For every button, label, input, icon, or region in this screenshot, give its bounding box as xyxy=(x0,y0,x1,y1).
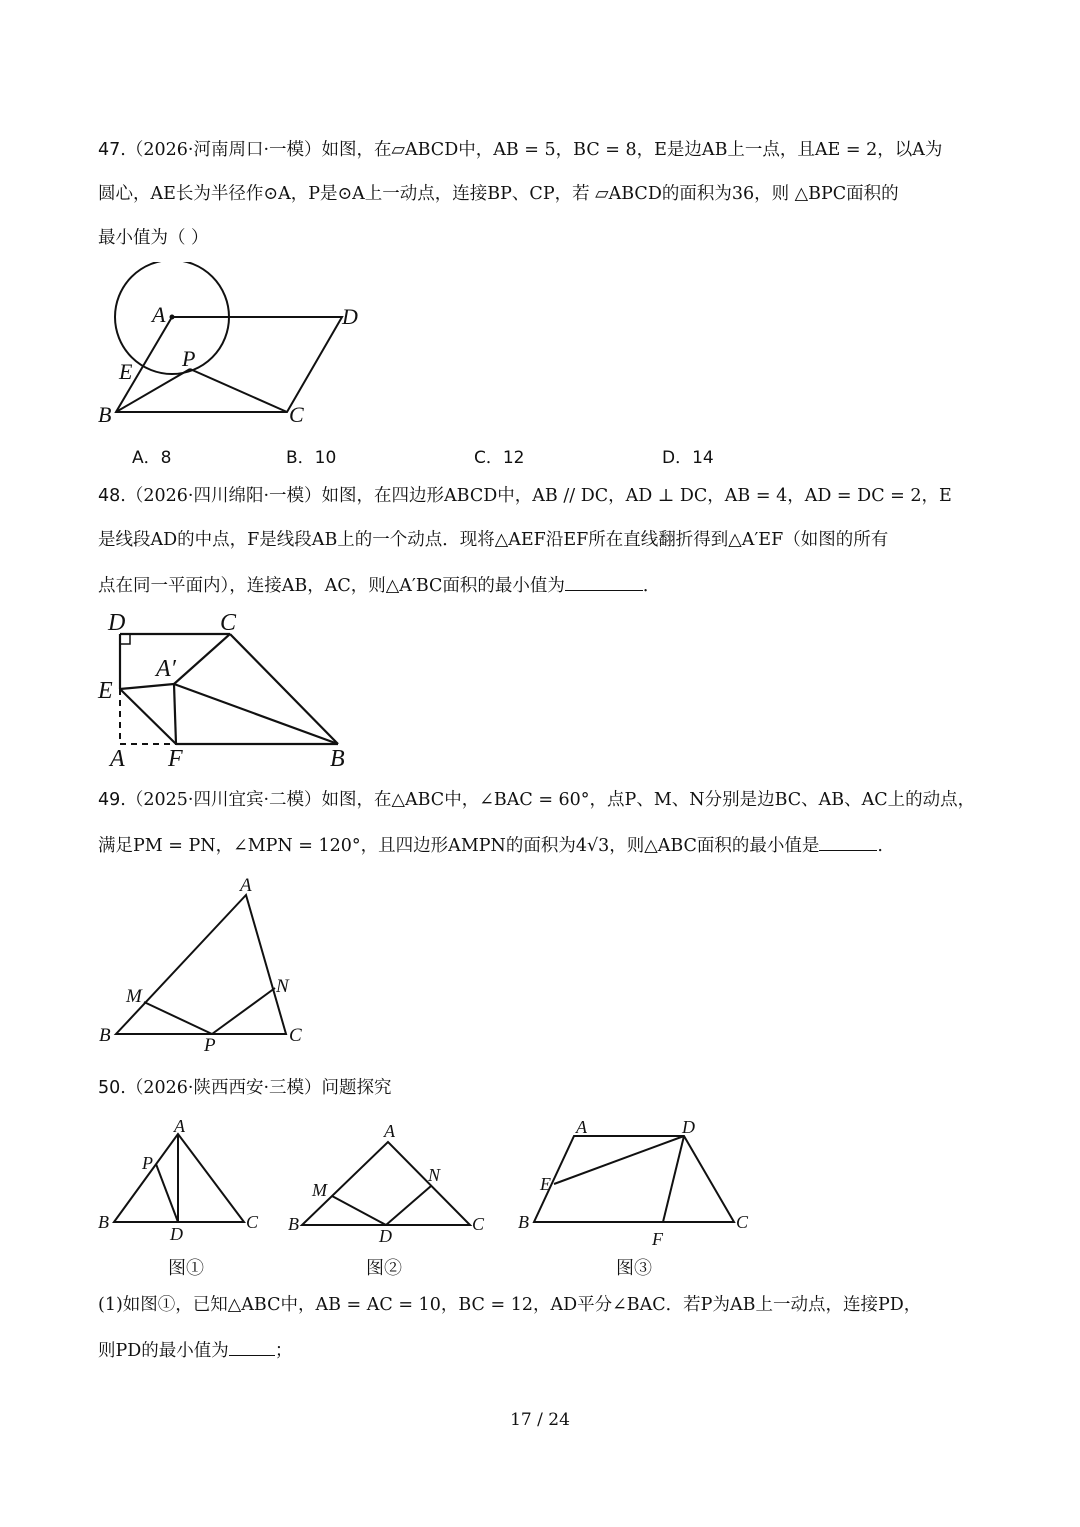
q48-text-3-end: ． xyxy=(642,576,661,596)
q50-figure-3 xyxy=(508,1112,758,1248)
page-number: 17 / 24 xyxy=(510,1410,570,1430)
q48-line-2: 是线段AD的中点，F是线段AB上的一个动点．现将△AEF沿EF所在直线翻折得到△A′EF（如图的所有 xyxy=(98,530,889,550)
q47-number: 47 xyxy=(98,140,121,160)
q48-line-1: 48.（2026·四川绵阳·一模）如图，在四边形ABCD中，AB // DC，AD ⊥ DC，AB = 4，AD = DC = 2，E xyxy=(98,486,952,506)
q49-source: （2025·四川宜宾·二模） xyxy=(125,790,322,810)
q50-fig3-label-f: F xyxy=(652,1229,663,1248)
q47-option-d[interactable]: D．14 xyxy=(662,448,714,468)
q50-part1-line-2 xyxy=(98,1337,292,1363)
q48-label-f: F xyxy=(168,746,183,772)
q48-line-3 xyxy=(98,572,660,598)
q49-label-c: C xyxy=(289,1025,302,1046)
q49-answer-blank[interactable] xyxy=(819,832,877,851)
q50-figure-2 xyxy=(284,1112,494,1242)
q50-part1-line-1: (1)如图①，已知△ABC中，AB = AC = 10，BC = 12，AD平分∠BAC．若P为AB上一动点，连接PD， xyxy=(98,1295,922,1315)
q49-label-m: M xyxy=(126,986,142,1007)
q47-line-2: 圆心，AE长为半径作⊙A，P是⊙A上一动点，连接BP、CP，若 ▱ABCD的面积为36，则 △BPC面积的 xyxy=(98,184,899,204)
q49-text-1: 如图，在△ABC中，∠BAC = 60°，点P、M、N分别是边BC、AB、AC上的动点， xyxy=(321,790,976,810)
q48-label-e: E xyxy=(98,678,113,704)
q47-option-b[interactable]: B．10 xyxy=(286,448,337,468)
q50-fig3-label-a: A xyxy=(576,1117,587,1137)
q50-fig3-label-e: E xyxy=(540,1174,551,1194)
q50-number: 50 xyxy=(98,1078,121,1098)
q49-label-p: P xyxy=(204,1035,216,1056)
q50-fig1-label-b: B xyxy=(98,1212,109,1232)
q49-label-b: B xyxy=(99,1025,111,1046)
q49-figure xyxy=(94,870,324,1056)
q50-fig1-label-c: C xyxy=(246,1212,259,1232)
q48-number: 48 xyxy=(98,486,121,506)
q50-fig1-label-a: A xyxy=(174,1116,185,1136)
q50-part1-text-2: 则PD的最小值为 xyxy=(98,1341,229,1361)
q47-label-b: B xyxy=(98,402,112,427)
q50-fig2-label-d: D xyxy=(379,1226,392,1242)
q50-answer-blank[interactable] xyxy=(229,1337,275,1356)
q50-fig2-label-b: B xyxy=(288,1214,299,1234)
q47-label-p: P xyxy=(182,346,196,371)
q50-title: 问题探究 xyxy=(321,1078,392,1098)
q50-part1-text-2-end: ； xyxy=(274,1341,293,1361)
q48-label-c: C xyxy=(220,610,237,636)
q47-source: （2026·河南周口·一模） xyxy=(125,140,322,160)
q48-label-a: A xyxy=(110,746,125,772)
q49-label-n: N xyxy=(276,976,289,997)
q50-fig3-label-b: B xyxy=(518,1212,529,1232)
q48-text-1: 如图，在四边形ABCD中，AB // DC，AD ⊥ DC，AB = 4，AD = DC = 2，E xyxy=(321,486,952,506)
q49-text-2-end: . xyxy=(877,836,883,856)
q50-fig3-label-c: C xyxy=(736,1212,749,1232)
q47-text-1: 如图，在▱ABCD中，AB = 5，BC = 8，E是边AB上一点，且AE = 2，以A为 xyxy=(321,140,943,160)
q48-text-3: 点在同一平面内），连接AB，AC，则△A′BC面积的最小值为 xyxy=(98,576,565,596)
q50-caption-1: 图① xyxy=(168,1258,204,1279)
q47-label-c: C xyxy=(289,402,304,427)
q47-line-3: 最小值为（ ） xyxy=(98,228,209,248)
q50-fig2-label-a: A xyxy=(384,1121,395,1141)
q50-fig2-label-c: C xyxy=(472,1214,485,1234)
q47-option-a[interactable]: A．8 xyxy=(132,448,172,468)
q49-label-a: A xyxy=(240,875,252,896)
q50-fig1-label-d: D xyxy=(170,1224,183,1242)
q50-figure-1 xyxy=(94,1112,274,1242)
q48-label-a-prime: A′ xyxy=(156,656,176,682)
q47-label-d: D xyxy=(342,304,358,329)
q47-parallelogram xyxy=(116,317,342,412)
q50-fig2-label-m: M xyxy=(312,1180,327,1200)
q50-fig3-label-d: D xyxy=(682,1117,695,1137)
q49-text-2: 满足PM = PN，∠MPN = 120°，且四边形AMPN的面积为4√3，则△ABC面积的最小值是 xyxy=(98,836,820,856)
q47-line-1: 47.（2026·河南周口·一模）如图，在▱ABCD中，AB = 5，BC = 8，E是边AB上一点，且AE = 2，以A为 xyxy=(98,140,943,160)
q50-line-1: 50.（2026·陕西西安·三模）问题探究 xyxy=(98,1078,392,1098)
q48-source: （2026·四川绵阳·一模） xyxy=(125,486,322,506)
q48-answer-blank[interactable] xyxy=(565,572,643,591)
q50-fig1-label-p: P xyxy=(142,1153,153,1173)
q50-caption-3: 图③ xyxy=(616,1258,652,1279)
q48-label-d: D xyxy=(108,610,126,636)
q47-label-e: E xyxy=(119,359,133,384)
q48-label-b: B xyxy=(330,746,345,772)
q47-figure xyxy=(90,262,380,432)
q50-fig2-label-n: N xyxy=(428,1165,441,1185)
q47-option-c[interactable]: C．12 xyxy=(474,448,525,468)
q50-source: （2026·陕西西安·三模） xyxy=(125,1078,322,1098)
q48-figure xyxy=(94,606,364,772)
q49-line-2 xyxy=(98,832,883,858)
q49-line-1: 49.（2025·四川宜宾·二模）如图，在△ABC中，∠BAC = 60°，点P、M、N分别是边BC、AB、AC上的动点， xyxy=(98,790,976,810)
q50-caption-2: 图② xyxy=(366,1258,402,1279)
q47-label-a: A xyxy=(152,302,166,327)
q49-number: 49 xyxy=(98,790,121,810)
